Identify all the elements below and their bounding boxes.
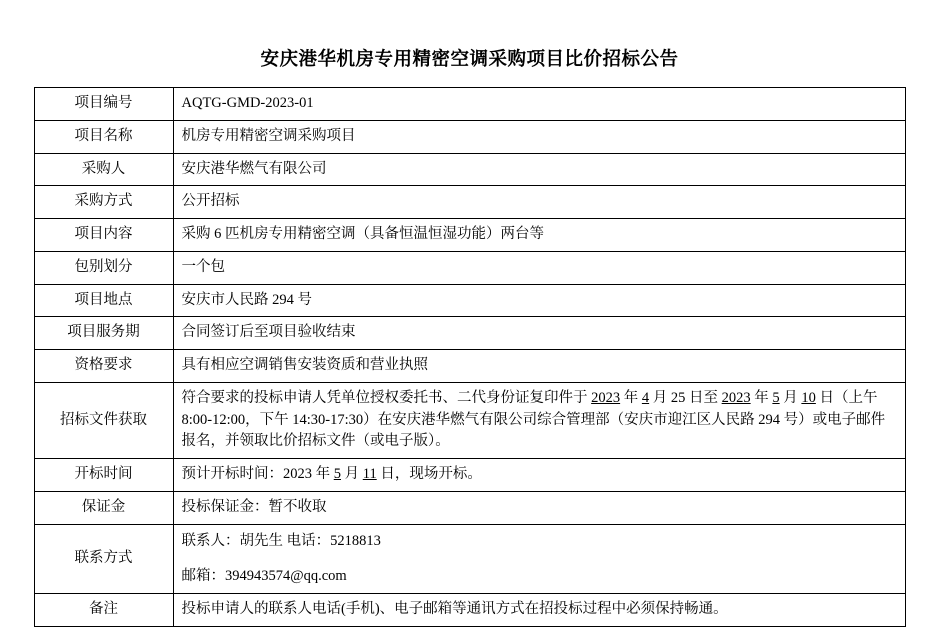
contact-email-line: 邮箱：394943574@qq.com bbox=[181, 567, 347, 584]
row-value-contact bbox=[173, 524, 905, 593]
row-label-purchase-method: 采购方式 bbox=[34, 186, 173, 219]
contact-person-line: 联系人：胡先生 电话：5218813 bbox=[181, 532, 381, 549]
table-row bbox=[34, 524, 905, 593]
table-row bbox=[34, 350, 905, 383]
row-label-purchaser: 采购人 bbox=[34, 153, 173, 186]
row-value-purchase-method: 公开招标 bbox=[173, 186, 905, 219]
row-label-package-division: 包别划分 bbox=[34, 251, 173, 284]
table-row bbox=[34, 491, 905, 524]
row-value-project-number: AQTG-GMD-2023-01 bbox=[173, 88, 905, 121]
table-row bbox=[34, 153, 905, 186]
row-label-remarks: 备注 bbox=[34, 593, 173, 626]
row-value-purchaser: 安庆港华燃气有限公司 bbox=[173, 153, 905, 186]
row-value-remarks: 投标申请人的联系人电话(手机)、电子邮箱等通讯方式在招投标过程中必须保持畅通。 bbox=[173, 593, 905, 626]
row-label-bid-opening-time: 开标时间 bbox=[34, 459, 173, 492]
row-value-project-content: 采购 6 匹机房专用精密空调（具备恒温恒湿功能）两台等 bbox=[173, 219, 905, 252]
row-label-project-name: 项目名称 bbox=[34, 120, 173, 153]
table-row bbox=[34, 284, 905, 317]
row-value-deposit: 投标保证金：暂不收取 bbox=[173, 491, 905, 524]
row-value-project-name: 机房专用精密空调采购项目 bbox=[173, 120, 905, 153]
table-body bbox=[34, 88, 905, 627]
table-row bbox=[34, 459, 905, 492]
table-row bbox=[34, 317, 905, 350]
table-row bbox=[34, 120, 905, 153]
table-row bbox=[34, 382, 905, 458]
row-label-service-period: 项目服务期 bbox=[34, 317, 173, 350]
table-row bbox=[34, 88, 905, 121]
table-row bbox=[34, 593, 905, 626]
table-row bbox=[34, 219, 905, 252]
row-value-package-division: 一个包 bbox=[173, 251, 905, 284]
table-row bbox=[34, 251, 905, 284]
row-label-project-number: 项目编号 bbox=[34, 88, 173, 121]
announcement-table bbox=[34, 87, 906, 627]
page-title: 安庆港华机房专用精密空调采购项目比价招标公告 bbox=[260, 50, 679, 70]
row-label-document-acquisition: 招标文件获取 bbox=[34, 382, 173, 458]
row-value-document-acquisition: 符合要求的投标申请人凭单位授权委托书、二代身份证复印件于 2023 年 4 月 25 日至 2023 年 5 月 10 日（上午 8:00-12:00，下午 14:30-17:30）在安庆港华燃气有限公司综合管理部（安庆市迎江区人民路 294 号）或电子邮件报名，并领取比价招标文件（或电子版）。 bbox=[173, 382, 905, 458]
row-label-deposit: 保证金 bbox=[34, 491, 173, 524]
row-label-project-content: 项目内容 bbox=[34, 219, 173, 252]
table-row bbox=[34, 186, 905, 219]
row-label-project-location: 项目地点 bbox=[34, 284, 173, 317]
row-value-service-period: 合同签订后至项目验收结束 bbox=[173, 317, 905, 350]
row-label-qualification: 资格要求 bbox=[34, 350, 173, 383]
row-value-qualification: 具有相应空调销售安装资质和营业执照 bbox=[173, 350, 905, 383]
row-value-bid-opening-time: 预计开标时间：2023 年 5 月 11 日，现场开标。 bbox=[173, 459, 905, 492]
row-value-project-location: 安庆市人民路 294 号 bbox=[173, 284, 905, 317]
row-label-contact: 联系方式 bbox=[34, 524, 173, 593]
